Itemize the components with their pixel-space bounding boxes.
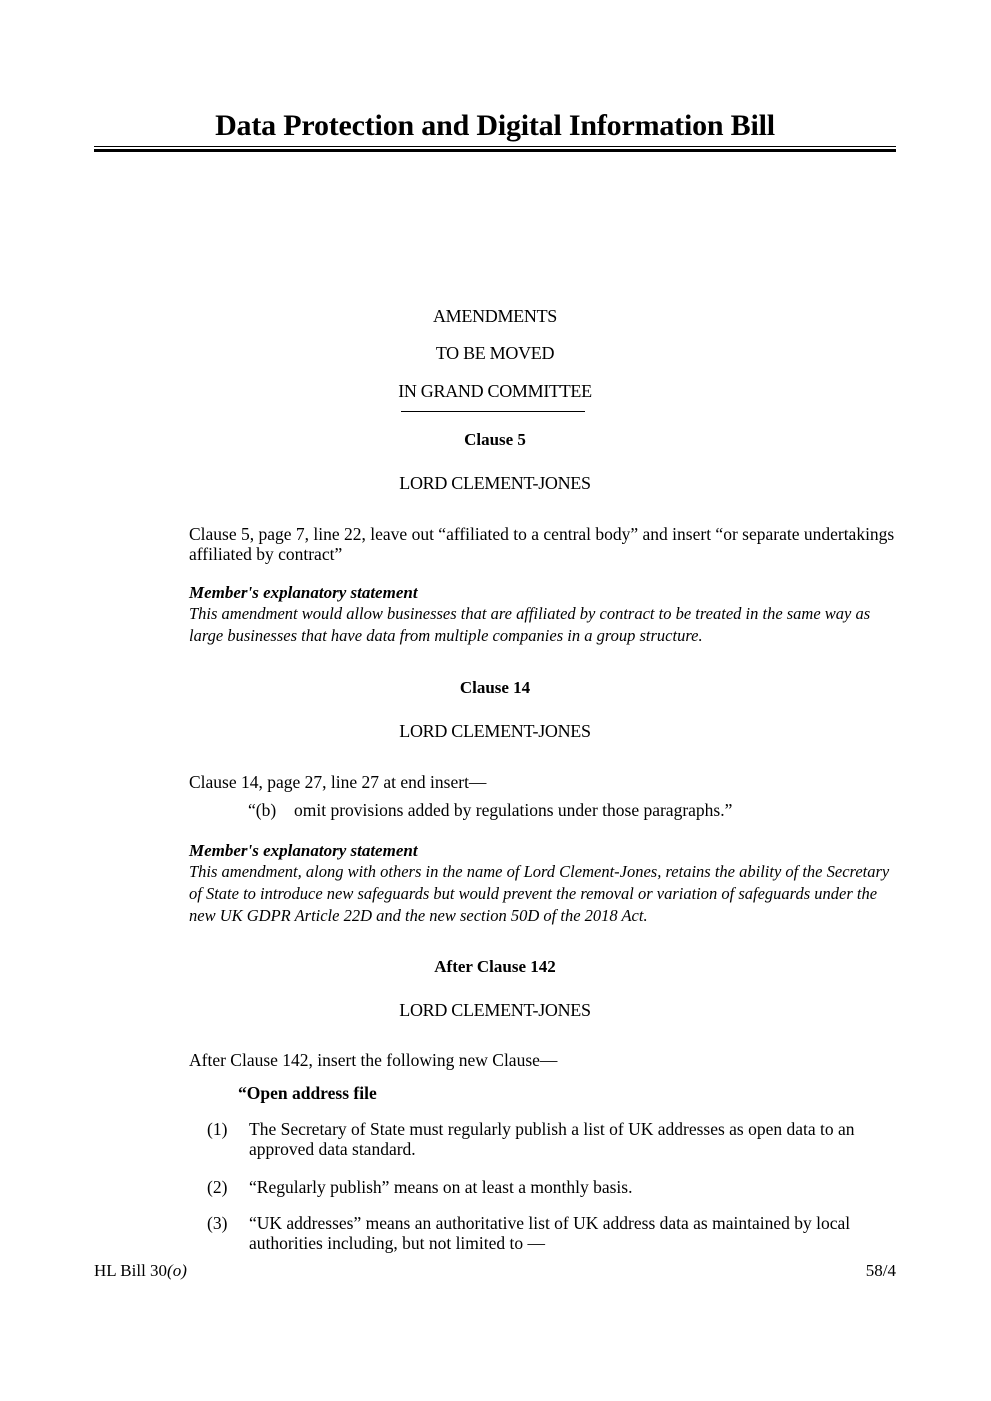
subsection-3: [207, 1213, 901, 1253]
subsection-number: (2): [207, 1177, 228, 1197]
title-rule-thin: [94, 146, 896, 147]
footer-bill-reference: [94, 1260, 187, 1282]
new-clause-title: “Open address file: [238, 1083, 377, 1103]
bill-ref-suffix: (o): [167, 1261, 187, 1280]
footer-page-reference: 58/4: [865, 1261, 896, 1280]
subsection-text: The Secretary of State must regularly publish a list of UK addresses as open data to an approved data standard.: [249, 1119, 855, 1159]
subsection-2: [207, 1177, 901, 1197]
explanatory-statement-heading: Member's explanatory statement: [189, 841, 418, 860]
member-name: LORD CLEMENT-JONES: [399, 721, 591, 741]
explanatory-statement: This amendment, along with others in the name of Lord Clement-Jones, retains the ability of the Secretary of State to introduce new safeguards but would prevent the removal or variation of safeguards under the new UK GDPR Article 22D and the new section 50D of the 2018 Act.: [189, 862, 890, 925]
inserted-paragraph-label: “(b): [248, 800, 277, 820]
inserted-paragraph-text: omit provisions added by regulations under those paragraphs.”: [294, 800, 733, 820]
clause-heading: Clause 5: [464, 430, 526, 449]
subsection-text: “Regularly publish” means on at least a monthly basis.: [249, 1177, 633, 1197]
explanatory-statement: This amendment would allow businesses that are affiliated by contract to be treated in the same way as large businesses that have data from multiple companies in a group structure.: [189, 604, 871, 645]
heading-rule: [401, 411, 585, 412]
explanatory-statement-heading: Member's explanatory statement: [189, 583, 418, 602]
inserted-paragraph-b: [248, 799, 732, 821]
bill-ref: HL Bill 30: [94, 1261, 168, 1280]
subsection-text: “UK addresses” means an authoritative list of UK address data as maintained by local authorities including, but not limited to —: [249, 1213, 851, 1253]
amendment-text: Clause 14, page 27, line 27 at end insert—: [189, 772, 487, 792]
subsection-number: (3): [207, 1213, 228, 1233]
member-name: LORD CLEMENT-JONES: [399, 1000, 591, 1020]
subsection-1: [207, 1119, 901, 1159]
amendment-text: After Clause 142, insert the following new Clause—: [189, 1050, 558, 1070]
document-title: Data Protection and Digital Information Bill: [215, 109, 775, 142]
subsection-number: (1): [207, 1119, 228, 1139]
heading-grand-committee: IN GRAND COMMITTEE: [398, 381, 592, 401]
title-rule-thick: [94, 149, 896, 152]
heading-amendments: AMENDMENTS: [432, 306, 557, 326]
heading-to-be-moved: TO BE MOVED: [435, 343, 555, 363]
clause-heading: Clause 14: [459, 678, 531, 697]
member-name: LORD CLEMENT-JONES: [399, 473, 591, 493]
clause-heading: After Clause 142: [434, 957, 556, 976]
amendment-text: Clause 5, page 7, line 22, leave out “affiliated to a central body” and insert “or separate undertakings affiliated by contract”: [189, 524, 895, 564]
